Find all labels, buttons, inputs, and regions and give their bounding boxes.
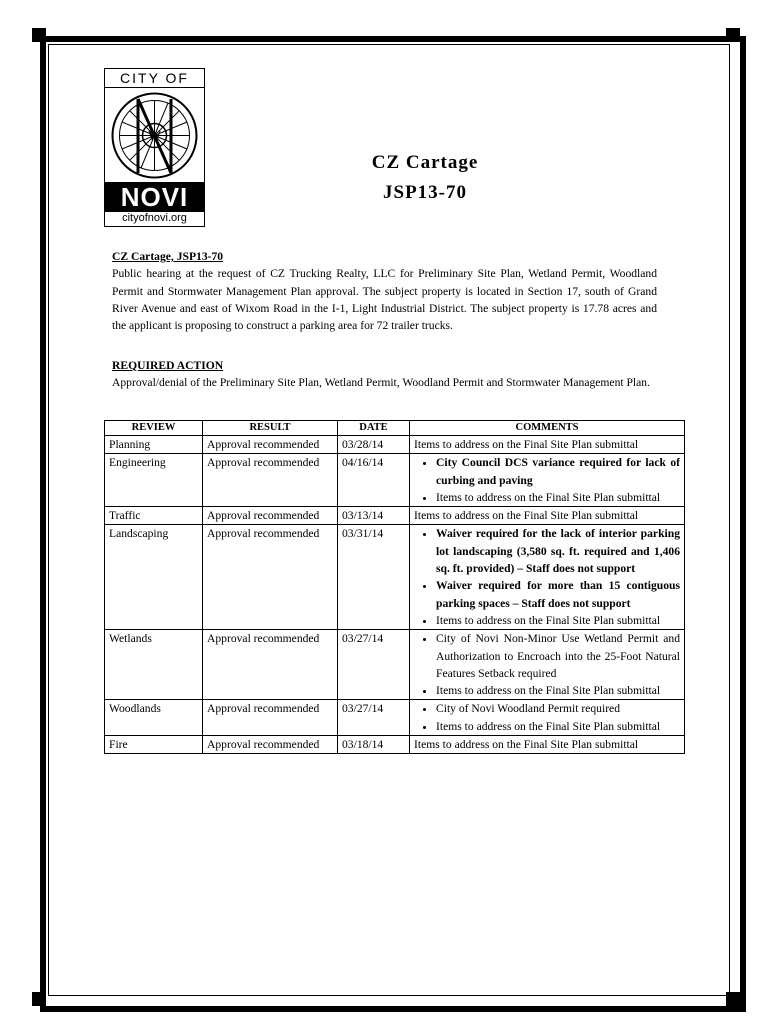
header-review: REVIEW xyxy=(105,421,203,436)
cell-result: Approval recommended xyxy=(203,436,338,454)
cell-date: 03/27/14 xyxy=(338,700,410,736)
cell-review: Traffic xyxy=(105,507,203,525)
table-row xyxy=(105,736,685,754)
comment-list xyxy=(414,454,680,506)
intro-section xyxy=(112,248,657,334)
comment-item: • Items to address on the Final Site Plan submittal xyxy=(436,682,680,699)
cell-date: 04/16/14 xyxy=(338,454,410,507)
required-action-body: Approval/denial of the Preliminary Site Plan, Wetland Permit, Woodland Permit and Stormwater Management Plan. xyxy=(112,376,650,390)
table-row xyxy=(105,525,685,630)
cell-comments xyxy=(410,700,685,736)
city-of-novi-logo xyxy=(104,68,205,228)
border-corner xyxy=(32,28,46,42)
cell-comments: Items to address on the Final Site Plan submittal xyxy=(410,436,685,454)
required-action-section xyxy=(112,357,657,392)
cell-review: Engineering xyxy=(105,454,203,507)
cell-result: Approval recommended xyxy=(203,507,338,525)
cell-result: Approval recommended xyxy=(203,454,338,507)
comment-list xyxy=(414,525,680,629)
comment-list xyxy=(414,630,680,699)
table-header-row xyxy=(105,421,685,436)
seal-letters: W xyxy=(148,128,161,143)
comment-item: • City Council DCS variance required for lack of curbing and paving xyxy=(436,454,680,489)
cell-comments xyxy=(410,630,685,700)
required-action-heading: REQUIRED ACTION xyxy=(112,359,224,372)
table-row xyxy=(105,507,685,525)
cell-date: 03/31/14 xyxy=(338,525,410,630)
table-row xyxy=(105,454,685,507)
cell-date: 03/27/14 xyxy=(338,630,410,700)
border-corner xyxy=(726,992,740,1006)
document-title: CZ Cartage xyxy=(371,152,479,173)
cell-review: Woodlands xyxy=(105,700,203,736)
cell-review: Landscaping xyxy=(105,525,203,630)
cell-result: Approval recommended xyxy=(203,525,338,630)
table-row xyxy=(105,630,685,700)
cell-comments: Items to address on the Final Site Plan submittal xyxy=(410,507,685,525)
document-subtitle: JSP13-70 xyxy=(383,182,467,203)
table-row xyxy=(105,700,685,736)
cell-comments xyxy=(410,525,685,630)
review-table-body xyxy=(105,436,685,754)
comment-item: • Items to address on the Final Site Plan submittal xyxy=(436,612,680,629)
header-date: DATE xyxy=(338,421,410,436)
cell-date: 03/18/14 xyxy=(338,736,410,754)
comment-item: • Items to address on the Final Site Plan submittal xyxy=(436,489,680,506)
comment-item: • Items to address on the Final Site Plan submittal xyxy=(436,718,680,735)
cell-date: 03/13/14 xyxy=(338,507,410,525)
cell-comments: Items to address on the Final Site Plan submittal xyxy=(410,736,685,754)
review-table xyxy=(104,420,685,754)
intro-body: Public hearing at the request of CZ Trucking Realty, LLC for Preliminary Site Plan, Wetland Permit, Woodland Permit and Stormwater Management Plan approval. The subject property is located in Section 17, south of Grand River Avenue and east of Wixom Road in the I-1, Light Industrial District. The subject property is 17.78 acres and the applicant is proposing to construct a parking area for 72 trailer trucks. xyxy=(112,267,657,333)
seal-icon xyxy=(108,89,201,182)
logo-frame xyxy=(104,68,205,212)
cell-review: Planning xyxy=(105,436,203,454)
header-comments: COMMENTS xyxy=(410,421,685,436)
cell-comments xyxy=(410,454,685,507)
logo-url: cityofnovi.org xyxy=(104,210,205,227)
comment-item: • City of Novi Woodland Permit required xyxy=(436,700,680,717)
comment-item: • Waiver required for the lack of interior parking lot landscaping (3,580 sq. ft. required and 1,406 sq. ft. provided) – Staff does not support xyxy=(436,525,680,577)
intro-heading: CZ Cartage, JSP13-70 xyxy=(112,250,224,263)
logo-name: NOVI xyxy=(105,182,204,211)
logo-top-text: CITY OF xyxy=(105,69,204,88)
cell-review: Wetlands xyxy=(105,630,203,700)
cell-result: Approval recommended xyxy=(203,630,338,700)
comment-item: • City of Novi Non-Minor Use Wetland Permit and Authorization to Encroach into the 25-Foot Natural Features Setback required xyxy=(436,630,680,682)
border-corner xyxy=(726,28,740,42)
cell-result: Approval recommended xyxy=(203,700,338,736)
table-row xyxy=(105,436,685,454)
comment-list xyxy=(414,700,680,735)
comment-item: • Waiver required for more than 15 contiguous parking spaces – Staff does not support xyxy=(436,577,680,612)
cell-review: Fire xyxy=(105,736,203,754)
border-corner xyxy=(32,992,46,1006)
cell-result: Approval recommended xyxy=(203,736,338,754)
cell-date: 03/28/14 xyxy=(338,436,410,454)
header-result: RESULT xyxy=(203,421,338,436)
